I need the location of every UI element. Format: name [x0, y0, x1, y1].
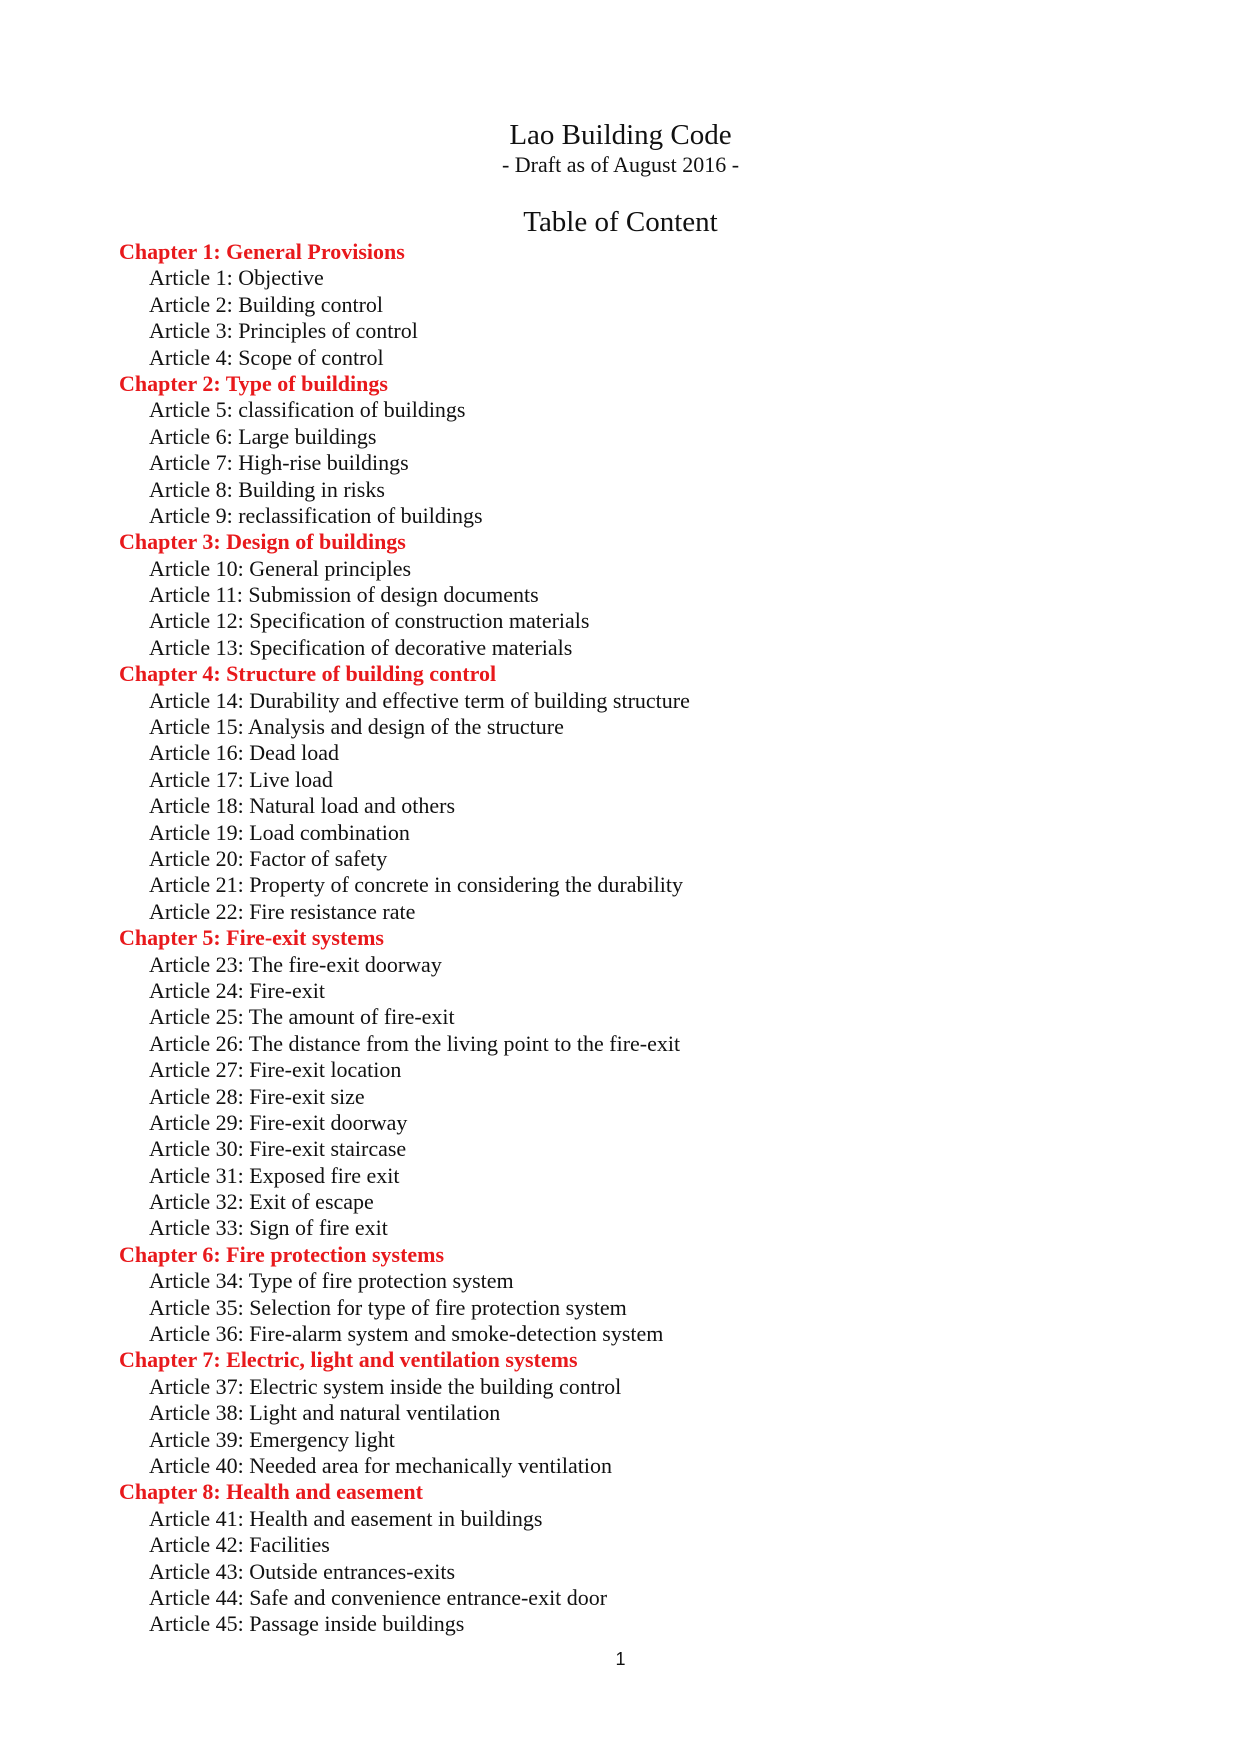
- article-entry: Article 10: General principles: [149, 555, 412, 581]
- article-entry: Article 14: Durability and effective term of building structure: [149, 687, 690, 713]
- article-entry: Article 43: Outside entrances-exits: [149, 1558, 456, 1584]
- article-entry: Article 20: Factor of safety: [149, 845, 388, 871]
- table-of-contents: [119, 239, 1119, 1638]
- toc-heading: Table of Content: [523, 206, 718, 238]
- article-entry: Article 41: Health and easement in buildings: [149, 1505, 543, 1531]
- article-entry: Article 31: Exposed fire exit: [149, 1162, 400, 1188]
- chapter-heading: Chapter 2: Type of buildings: [119, 370, 388, 396]
- article-entry: Article 22: Fire resistance rate: [149, 898, 416, 924]
- chapter-heading: Chapter 5: Fire-exit systems: [119, 925, 384, 951]
- chapter-heading: Chapter 6: Fire protection systems: [119, 1241, 445, 1267]
- article-entry: Article 18: Natural load and others: [149, 793, 456, 819]
- article-entry: Article 5: classification of buildings: [149, 397, 466, 423]
- article-entry: Article 30: Fire-exit staircase: [149, 1136, 407, 1162]
- document-title: Lao Building Code: [509, 119, 732, 151]
- article-entry: Article 28: Fire-exit size: [149, 1083, 365, 1109]
- article-entry: Article 19: Load combination: [149, 819, 410, 845]
- article-entry: Article 13: Specification of decorative materials: [149, 634, 573, 660]
- article-entry: Article 37: Electric system inside the building control: [149, 1373, 622, 1399]
- article-entry: Article 40: Needed area for mechanically ventilation: [149, 1452, 613, 1478]
- article-entry: Article 44: Safe and convenience entrance-exit door: [149, 1584, 608, 1610]
- article-entry: Article 9: reclassification of buildings: [149, 502, 483, 528]
- chapter-heading: Chapter 1: General Provisions: [119, 239, 405, 264]
- article-entry: Article 15: Analysis and design of the structure: [149, 714, 564, 740]
- chapter-heading: Chapter 7: Electric, light and ventilation systems: [119, 1347, 578, 1373]
- article-entry: Article 35: Selection for type of fire protection system: [149, 1294, 627, 1320]
- article-entry: Article 1: Objective: [149, 265, 324, 291]
- chapter-heading: Chapter 8: Health and easement: [119, 1479, 423, 1505]
- article-entry: Article 23: The fire-exit doorway: [149, 951, 442, 977]
- article-entry: Article 16: Dead load: [149, 740, 339, 766]
- article-entry: Article 26: The distance from the living point to the fire-exit: [149, 1030, 681, 1056]
- article-entry: Article 29: Fire-exit doorway: [149, 1109, 408, 1135]
- article-entry: Article 21: Property of concrete in considering the durability: [149, 872, 683, 898]
- page-number: 1: [615, 1649, 626, 1669]
- article-entry: Article 32: Exit of escape: [149, 1189, 374, 1215]
- article-entry: Article 2: Building control: [149, 291, 384, 317]
- chapter-heading: Chapter 4: Structure of building control: [119, 661, 497, 687]
- article-entry: Article 6: Large buildings: [149, 423, 377, 449]
- article-entry: Article 3: Principles of control: [149, 318, 418, 344]
- article-entry: Article 4: Scope of control: [149, 344, 384, 370]
- article-entry: Article 24: Fire-exit: [149, 977, 325, 1003]
- article-entry: Article 34: Type of fire protection system: [149, 1268, 514, 1294]
- article-entry: Article 38: Light and natural ventilation: [149, 1400, 501, 1426]
- article-entry: Article 27: Fire-exit location: [149, 1057, 402, 1083]
- article-entry: Article 12: Specification of construction materials: [149, 608, 590, 634]
- article-entry: Article 39: Emergency light: [149, 1426, 395, 1452]
- article-entry: Article 7: High-rise buildings: [149, 450, 409, 476]
- article-entry: Article 42: Facilities: [149, 1532, 330, 1558]
- article-entry: Article 33: Sign of fire exit: [149, 1215, 388, 1241]
- article-entry: Article 25: The amount of fire-exit: [149, 1004, 455, 1030]
- article-entry: Article 8: Building in risks: [149, 476, 385, 502]
- article-entry: Article 11: Submission of design documents: [149, 582, 539, 608]
- chapter-heading: Chapter 3: Design of buildings: [119, 529, 406, 555]
- article-entry: Article 36: Fire-alarm system and smoke-detection system: [149, 1321, 664, 1347]
- article-entry: Article 17: Live load: [149, 766, 333, 792]
- article-entry: Article 45: Passage inside buildings: [149, 1611, 465, 1637]
- document-subtitle: - Draft as of August 2016 -: [501, 152, 740, 177]
